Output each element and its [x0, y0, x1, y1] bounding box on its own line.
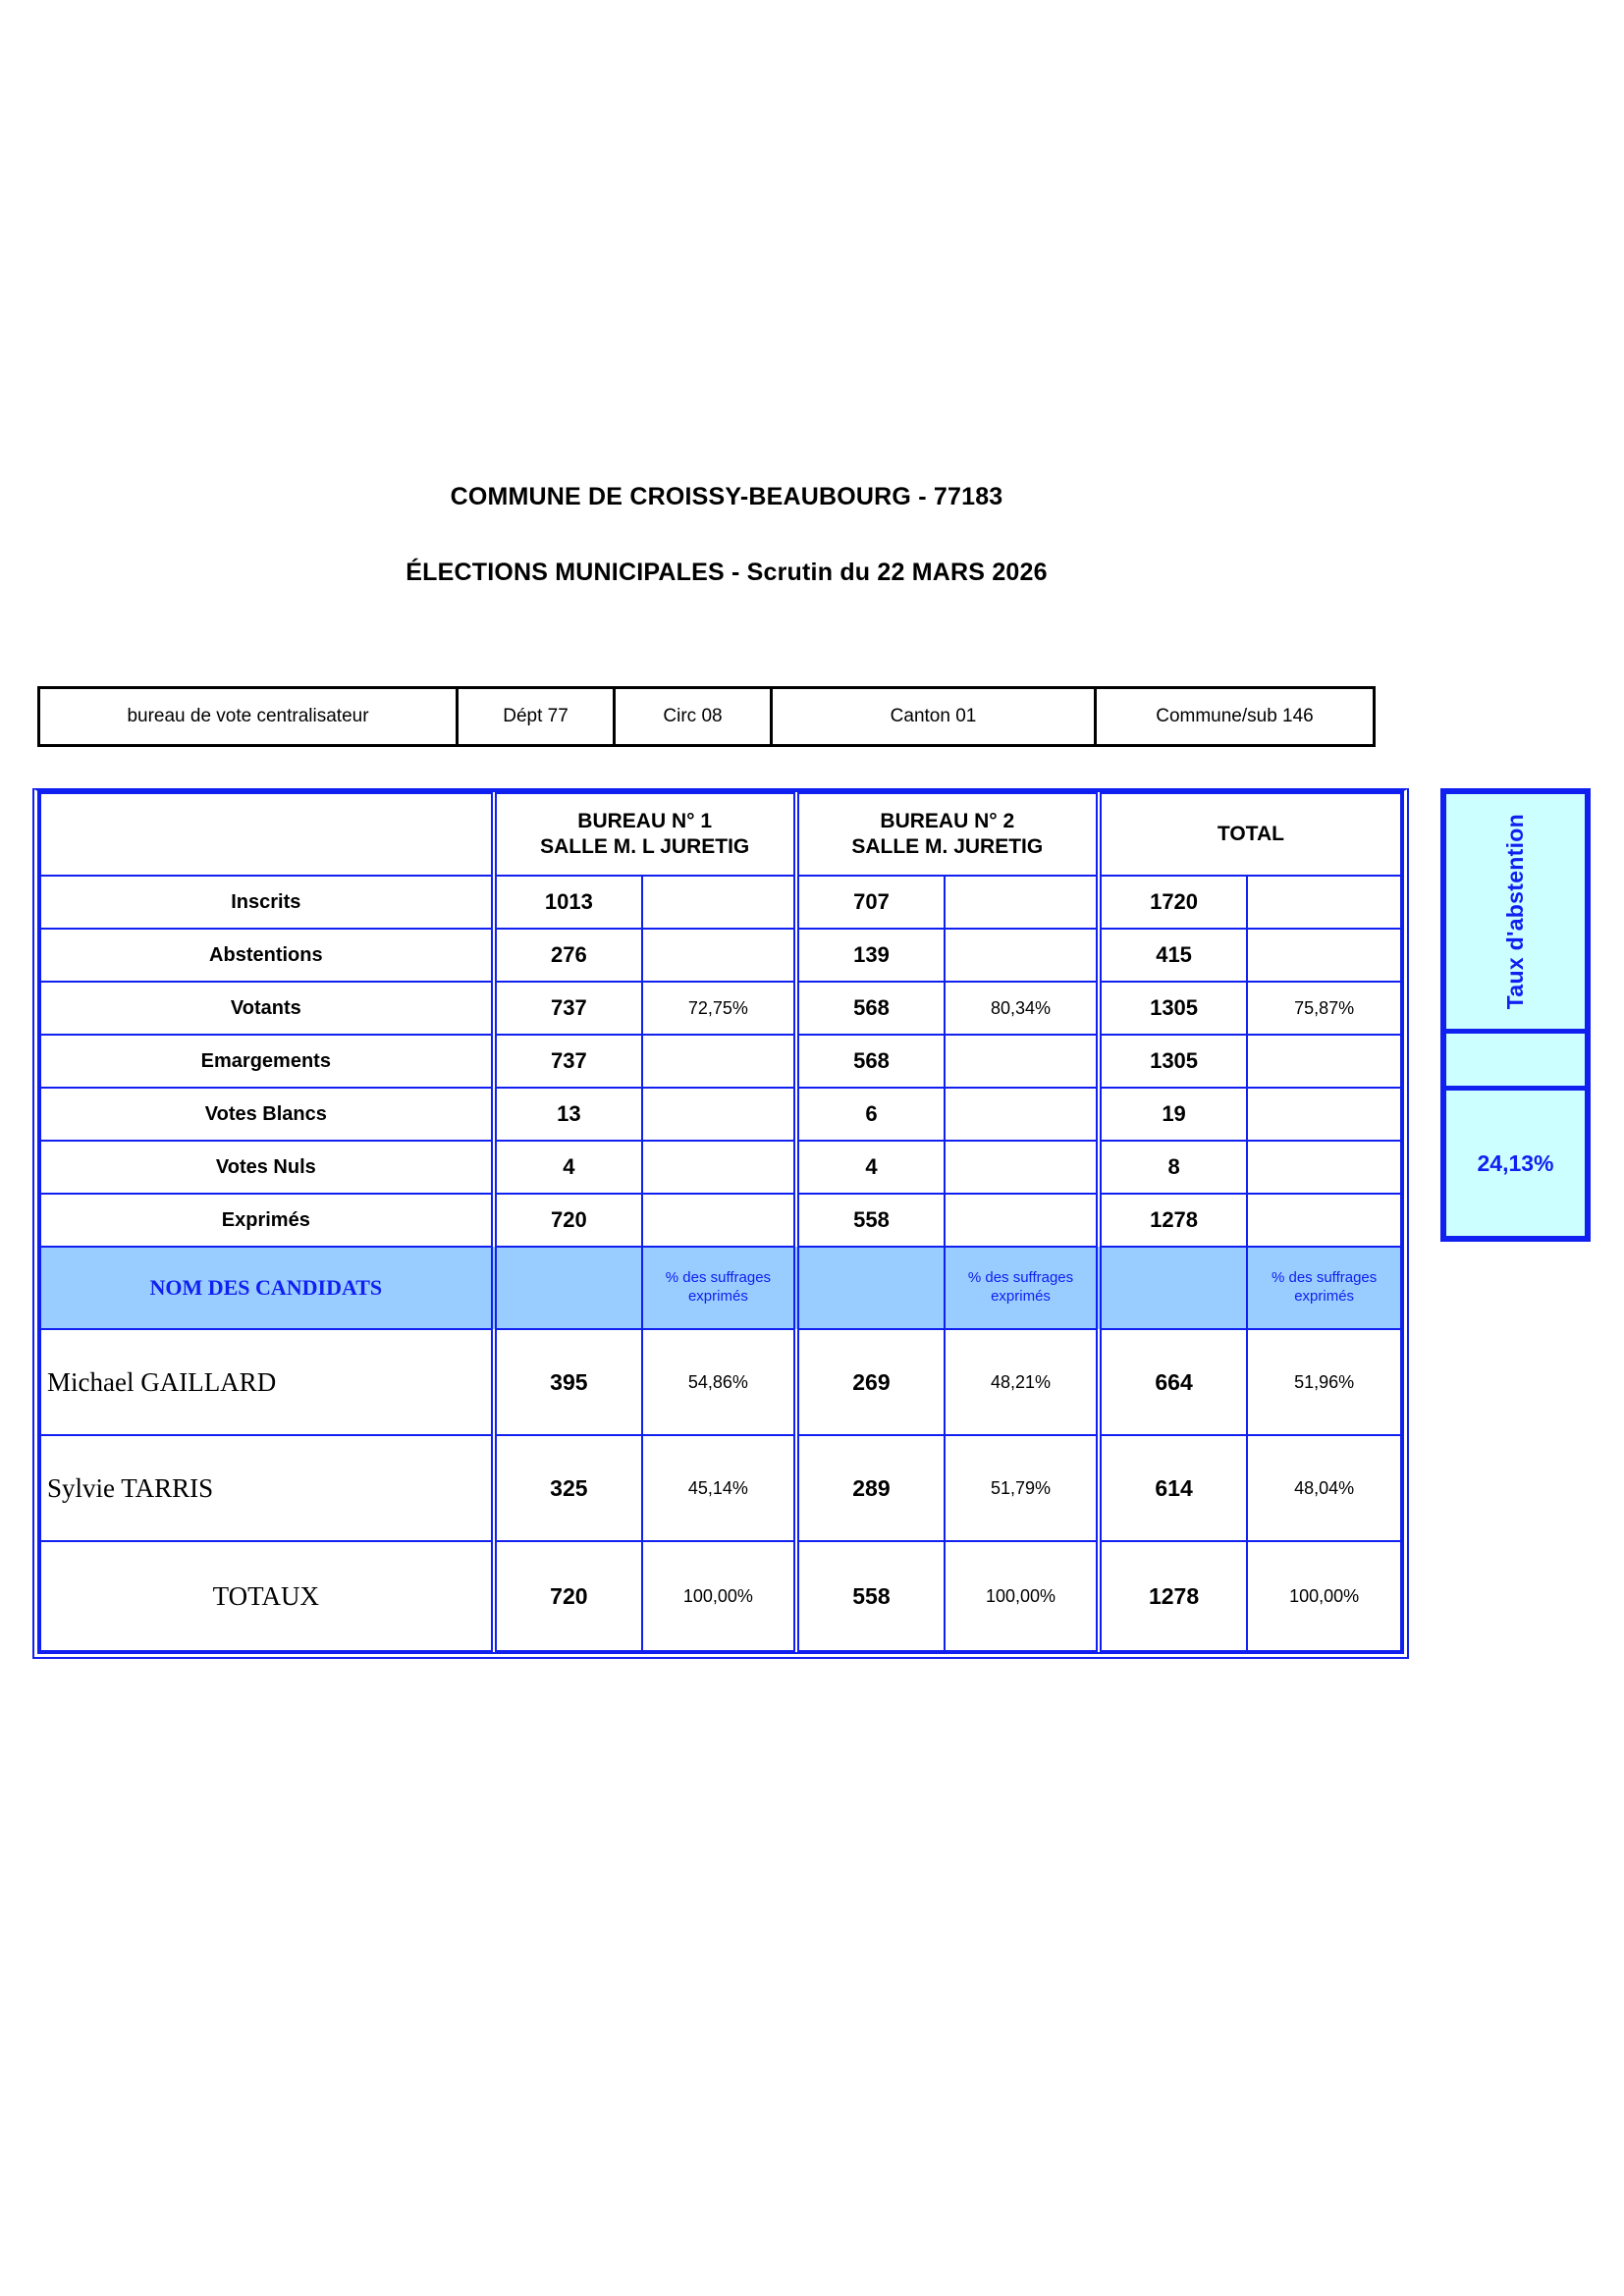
candidate-row [40, 1329, 1401, 1435]
cell-bureau1-pct [642, 929, 796, 982]
table-row-emargements [40, 1035, 1401, 1088]
document-titles [0, 483, 1453, 587]
candidates-header-blank-1 [494, 1247, 642, 1329]
cell-bureau1-count: 13 [494, 1088, 642, 1141]
cell-bureau1-pct [642, 1141, 796, 1194]
cell-total-count: 1278 [1099, 1194, 1247, 1247]
cell-total-pct [1247, 1035, 1401, 1088]
row-label: Votes Blancs [40, 1088, 494, 1141]
candidates-header-title: NOM DES CANDIDATS [40, 1247, 494, 1329]
cell-bureau2-count: 6 [796, 1088, 945, 1141]
cell-bureau2-count: 707 [796, 876, 945, 929]
cell-bureau1-pct [642, 1194, 796, 1247]
info-bureau-centralisateur: bureau de vote centralisateur [40, 689, 459, 744]
cell-bureau1-count: 1013 [494, 876, 642, 929]
cell-bureau1-count: 737 [494, 982, 642, 1035]
results-table [39, 792, 1402, 1652]
info-departement: Dépt 77 [459, 689, 616, 744]
table-row-exprimes [40, 1194, 1401, 1247]
cell-bureau2-count: 4 [796, 1141, 945, 1194]
cell-total-count: 415 [1099, 929, 1247, 982]
candidate-bureau1-votes: 395 [494, 1329, 642, 1435]
polling-station-info-strip [37, 686, 1376, 747]
table-row-votes-nuls [40, 1141, 1401, 1194]
cell-bureau2-pct [945, 929, 1099, 982]
candidates-header-blank-3 [1099, 1247, 1247, 1329]
cell-bureau2-count: 568 [796, 982, 945, 1035]
totals-total-pct: 100,00% [1247, 1541, 1401, 1651]
cell-total-pct [1247, 1194, 1401, 1247]
candidate-name: Michael GAILLARD [40, 1329, 494, 1435]
abstention-title-cell [1446, 794, 1585, 1034]
results-table-container [32, 788, 1409, 1659]
candidate-total-votes: 664 [1099, 1329, 1247, 1435]
header-bureau-1-line1: BUREAU N° 1 [577, 810, 713, 833]
row-label: Inscrits [40, 876, 494, 929]
info-circonscription: Circ 08 [616, 689, 773, 744]
totals-total-votes: 1278 [1099, 1541, 1247, 1651]
header-blank-corner [40, 793, 494, 876]
table-row-inscrits [40, 876, 1401, 929]
cell-total-pct [1247, 929, 1401, 982]
cell-bureau1-pct [642, 876, 796, 929]
cell-total-count: 19 [1099, 1088, 1247, 1141]
candidate-total-pct: 48,04% [1247, 1435, 1401, 1541]
candidate-bureau2-votes: 289 [796, 1435, 945, 1541]
table-row-abstentions [40, 929, 1401, 982]
row-label: Votes Nuls [40, 1141, 494, 1194]
cell-bureau2-pct [945, 1141, 1099, 1194]
abstention-title-label: Taux d'abstention [1502, 813, 1528, 1010]
candidate-bureau2-votes: 269 [796, 1329, 945, 1435]
row-label: Votants [40, 982, 494, 1035]
cell-bureau1-pct [642, 1088, 796, 1141]
table-row-votants [40, 982, 1401, 1035]
candidate-total-votes: 614 [1099, 1435, 1247, 1541]
page-title-election: ÉLECTIONS MUNICIPALES - Scrutin du 22 MARS 2026 [406, 559, 1048, 586]
header-bureau-2 [796, 793, 1099, 876]
cell-bureau2-count: 558 [796, 1194, 945, 1247]
cell-total-count: 8 [1099, 1141, 1247, 1194]
cell-bureau1-count: 720 [494, 1194, 642, 1247]
row-label: Abstentions [40, 929, 494, 982]
cell-bureau2-pct [945, 1194, 1099, 1247]
page-title-commune: COMMUNE DE CROISSY-BEAUBOURG - 77183 [450, 483, 1003, 510]
cell-bureau1-count: 737 [494, 1035, 642, 1088]
cell-bureau2-pct: 80,34% [945, 982, 1099, 1035]
totals-bureau2-pct: 100,00% [945, 1541, 1099, 1651]
table-row-votes-blancs [40, 1088, 1401, 1141]
candidate-bureau2-pct: 51,79% [945, 1435, 1099, 1541]
cell-bureau1-count: 276 [494, 929, 642, 982]
candidates-header-pct-2: % des suffrages exprimés [945, 1247, 1099, 1329]
candidates-header-row [40, 1247, 1401, 1329]
cell-bureau2-pct [945, 1088, 1099, 1141]
candidate-bureau1-pct: 45,14% [642, 1435, 796, 1541]
cell-total-pct [1247, 1088, 1401, 1141]
row-label: Exprimés [40, 1194, 494, 1247]
candidate-name: Sylvie TARRIS [40, 1435, 494, 1541]
abstention-spacer-cell [1446, 1034, 1585, 1091]
candidates-header-pct-3: % des suffrages exprimés [1247, 1247, 1401, 1329]
info-canton: Canton 01 [773, 689, 1097, 744]
abstention-rate-panel [1440, 788, 1591, 1242]
cell-total-pct [1247, 1141, 1401, 1194]
header-bureau-2-line1: BUREAU N° 2 [880, 810, 1015, 833]
cell-bureau1-pct [642, 1035, 796, 1088]
totals-label: TOTAUX [40, 1541, 494, 1651]
cell-bureau1-pct: 72,75% [642, 982, 796, 1035]
cell-bureau1-count: 4 [494, 1141, 642, 1194]
cell-bureau2-pct [945, 876, 1099, 929]
candidate-row [40, 1435, 1401, 1541]
header-bureau-1 [494, 793, 796, 876]
cell-bureau2-pct [945, 1035, 1099, 1088]
cell-total-pct [1247, 876, 1401, 929]
cell-total-count: 1305 [1099, 982, 1247, 1035]
candidates-header-blank-2 [796, 1247, 945, 1329]
cell-total-count: 1720 [1099, 876, 1247, 929]
abstention-value-cell [1446, 1091, 1585, 1236]
header-total: TOTAL [1099, 793, 1401, 876]
candidate-bureau1-votes: 325 [494, 1435, 642, 1541]
candidates-header-pct-1: % des suffrages exprimés [642, 1247, 796, 1329]
totals-bureau1-pct: 100,00% [642, 1541, 796, 1651]
candidate-bureau2-pct: 48,21% [945, 1329, 1099, 1435]
cell-bureau2-count: 568 [796, 1035, 945, 1088]
totals-row [40, 1541, 1401, 1651]
row-label: Emargements [40, 1035, 494, 1088]
header-bureau-2-line2: SALLE M. JURETIG [851, 835, 1044, 858]
candidate-total-pct: 51,96% [1247, 1329, 1401, 1435]
header-bureau-1-line2: SALLE M. L JURETIG [540, 835, 750, 858]
cell-total-count: 1305 [1099, 1035, 1247, 1088]
table-header-row [40, 793, 1401, 876]
info-commune: Commune/sub 146 [1156, 706, 1314, 726]
abstention-value: 24,13% [1477, 1149, 1554, 1176]
totals-bureau2-votes: 558 [796, 1541, 945, 1651]
totals-bureau1-votes: 720 [494, 1541, 642, 1651]
candidate-bureau1-pct: 54,86% [642, 1329, 796, 1435]
cell-bureau2-count: 139 [796, 929, 945, 982]
cell-total-pct: 75,87% [1247, 982, 1401, 1035]
